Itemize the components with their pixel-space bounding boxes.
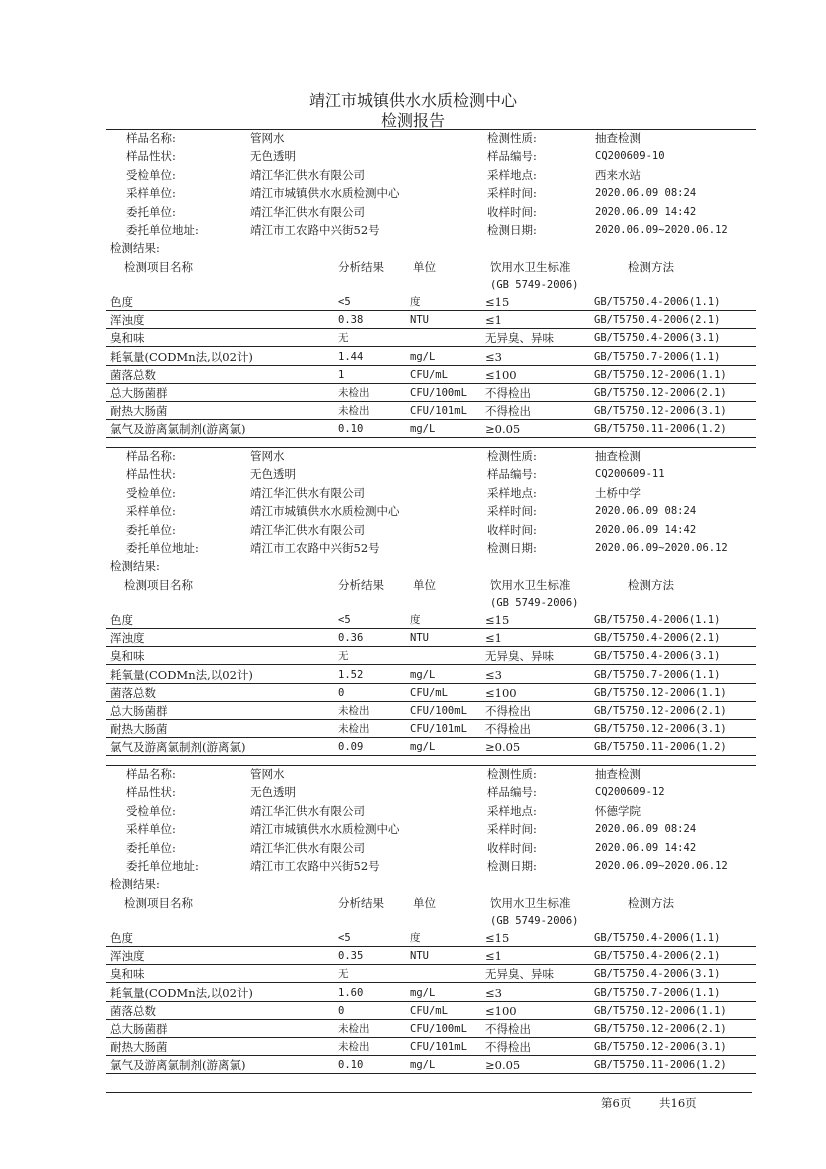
row-method: GB/T5750.12-2006(1.1) <box>594 1004 727 1017</box>
row-unit: mg/L <box>410 986 436 999</box>
label-sample-nature: 样品性状: <box>126 785 176 800</box>
inspected-unit-value: 靖江华汇供水有限公司 <box>250 803 365 818</box>
row-method: GB/T5750.4-2006(1.1) <box>594 614 721 626</box>
col-header-standard: 饮用水卫生标准 <box>490 260 571 274</box>
label-client-address: 委托单位地址: <box>126 859 199 873</box>
report-doc-title: 检测报告 <box>380 111 445 130</box>
row-item: 氯气及游离氯制剂(游离氯) <box>110 1058 246 1073</box>
row-method: GB/T5750.11-2006(1.2) <box>594 741 727 754</box>
col-header-unit: 单位 <box>413 896 436 910</box>
total-pages: 共16页 <box>659 1096 697 1110</box>
row-item: 臭和味 <box>110 649 145 664</box>
row-standard: 无异臭、异味 <box>485 967 554 982</box>
row-result: 0.10 <box>338 423 364 436</box>
row-item: 臭和味 <box>110 331 145 346</box>
row-rule <box>106 646 756 647</box>
label-sampling-unit: 采样单位: <box>126 504 176 519</box>
row-standard: ≥0.05 <box>485 740 521 755</box>
col-header-method: 检测方法 <box>628 896 674 910</box>
row-rule <box>106 755 756 756</box>
label-test-type: 检测性质: <box>487 767 537 781</box>
client-unit-value: 靖江华汇供水有限公司 <box>250 204 365 219</box>
row-method: GB/T5750.7-2006(1.1) <box>594 986 721 999</box>
col-header-unit: 单位 <box>413 578 436 592</box>
results-heading: 检测结果: <box>110 877 160 891</box>
row-rule <box>106 419 756 420</box>
row-standard: ≤1 <box>485 313 502 328</box>
row-item: 总大肠菌群 <box>110 704 168 718</box>
label-test-type: 检测性质: <box>487 449 537 463</box>
client-unit-value: 靖江华汇供水有限公司 <box>250 522 365 537</box>
test-date-value: 2020.06.09~2020.06.12 <box>595 542 728 554</box>
col-header-standard: 饮用水卫生标准 <box>490 896 571 910</box>
col-header-item: 检测项目名称 <box>124 578 193 592</box>
row-method: GB/T5750.7-2006(1.1) <box>594 350 721 363</box>
row-item: 耗氧量(CODMn法,以02计) <box>110 667 253 682</box>
label-client-address: 委托单位地址: <box>126 541 199 555</box>
row-unit: CFU/mL <box>410 686 448 699</box>
row-item: 总大肠菌群 <box>110 386 168 400</box>
row-item: 浑浊度 <box>110 949 145 964</box>
row-result: 无 <box>338 968 349 981</box>
label-sampling-unit: 采样单位: <box>126 186 176 201</box>
label-sample-name: 样品名称: <box>126 131 176 145</box>
row-rule <box>106 365 756 366</box>
row-rule <box>106 401 756 402</box>
row-standard: ≤15 <box>485 613 510 627</box>
sampling-unit-value: 靖江市城镇供水水质检测中心 <box>250 186 400 201</box>
sampling-unit-value: 靖江市城镇供水水质检测中心 <box>250 822 400 837</box>
row-rule <box>106 437 756 438</box>
client-unit-value: 靖江华汇供水有限公司 <box>250 840 365 855</box>
row-standard: ≥0.05 <box>485 422 521 437</box>
sample-top-rule <box>106 447 756 448</box>
row-item: 氯气及游离氯制剂(游离氯) <box>110 422 246 437</box>
row-standard: 无异臭、异味 <box>485 649 554 664</box>
row-method: GB/T5750.4-2006(2.1) <box>594 632 721 645</box>
row-method: GB/T5750.12-2006(3.1) <box>594 723 727 736</box>
sample-name-value: 管网水 <box>250 767 285 781</box>
row-result: 0 <box>338 1004 345 1017</box>
sample-nature-value: 无色透明 <box>250 149 296 164</box>
row-result: 1.60 <box>338 986 364 999</box>
row-unit: CFU/mL <box>410 368 448 381</box>
sample-no-value: CQ200609-11 <box>595 468 665 481</box>
sample-nature-value: 无色透明 <box>250 785 296 800</box>
receive-time-value: 2020.06.09 14:42 <box>595 523 697 536</box>
row-result: 无 <box>338 332 349 345</box>
sample-top-rule <box>106 129 756 130</box>
label-inspected-unit: 受检单位: <box>126 485 176 500</box>
inspected-unit-value: 靖江华汇供水有限公司 <box>250 167 365 182</box>
row-unit: CFU/101mL <box>410 405 467 418</box>
label-sample-no: 样品编号: <box>487 467 537 482</box>
row-result: <5 <box>338 932 351 944</box>
row-standard: 不得检出 <box>485 1040 531 1055</box>
row-rule <box>106 628 756 629</box>
label-sampling-unit: 采样单位: <box>126 822 176 837</box>
label-sample-nature: 样品性状: <box>126 149 176 164</box>
row-standard: ≤3 <box>485 349 502 364</box>
row-unit: 度 <box>410 614 421 626</box>
sampling-time-value: 2020.06.09 08:24 <box>595 187 697 200</box>
test-type-value: 抽查检测 <box>595 767 641 781</box>
sample-name-value: 管网水 <box>250 449 285 463</box>
label-sample-name: 样品名称: <box>126 449 176 463</box>
row-standard: ≤100 <box>485 1003 517 1018</box>
label-sample-no: 样品编号: <box>487 149 537 164</box>
client-address-value: 靖江市工农路中兴街52号 <box>250 541 380 555</box>
row-rule <box>106 737 756 738</box>
label-sample-nature: 样品性状: <box>126 467 176 482</box>
footer-rule <box>106 1092 752 1093</box>
row-unit: mg/L <box>410 668 436 681</box>
label-test-date: 检测日期: <box>487 541 537 555</box>
row-result: 未检出 <box>338 1041 370 1054</box>
row-standard: ≤1 <box>485 949 502 964</box>
row-method: GB/T5750.11-2006(1.2) <box>594 423 727 436</box>
row-item: 菌落总数 <box>110 367 156 382</box>
sampling-time-value: 2020.06.09 08:24 <box>595 505 697 518</box>
sampling-time-value: 2020.06.09 08:24 <box>595 823 697 836</box>
label-sampling-time: 采样时间: <box>487 504 537 519</box>
label-inspected-unit: 受检单位: <box>126 167 176 182</box>
col-header-standard: 饮用水卫生标准 <box>490 578 571 592</box>
row-standard: ≤1 <box>485 631 502 646</box>
report-org-title: 靖江市城镇供水水质检测中心 <box>308 91 517 110</box>
results-heading: 检测结果: <box>110 559 160 573</box>
label-test-type: 检测性质: <box>487 131 537 145</box>
sampling-site-value: 土桥中学 <box>595 485 641 500</box>
row-result: 1.52 <box>338 668 364 681</box>
sample-nature-value: 无色透明 <box>250 467 296 482</box>
row-unit: CFU/100mL <box>410 705 467 717</box>
row-rule <box>106 1073 756 1074</box>
row-rule <box>106 1055 756 1056</box>
row-unit: CFU/101mL <box>410 723 467 736</box>
sampling-unit-value: 靖江市城镇供水水质检测中心 <box>250 504 400 519</box>
label-sampling-time: 采样时间: <box>487 822 537 837</box>
col-header-method: 检测方法 <box>628 260 674 274</box>
row-method: GB/T5750.12-2006(2.1) <box>594 1023 727 1035</box>
row-method: GB/T5750.12-2006(1.1) <box>594 368 727 381</box>
row-item: 耐热大肠菌 <box>110 404 168 419</box>
row-standard: 不得检出 <box>485 722 531 737</box>
row-result: 0 <box>338 686 345 699</box>
label-sampling-site: 采样地点: <box>487 803 537 818</box>
row-method: GB/T5750.12-2006(3.1) <box>594 1041 727 1054</box>
row-rule <box>106 1037 756 1038</box>
row-unit: NTU <box>410 632 429 645</box>
receive-time-value: 2020.06.09 14:42 <box>595 205 697 218</box>
row-method: GB/T5750.12-2006(2.1) <box>594 387 727 399</box>
sampling-site-value: 西来水站 <box>595 167 641 182</box>
row-unit: CFU/101mL <box>410 1041 467 1054</box>
test-type-value: 抽查检测 <box>595 449 641 463</box>
row-result: 未检出 <box>338 723 370 736</box>
row-unit: CFU/mL <box>410 1004 448 1017</box>
col-header-standard-code: (GB 5749-2006) <box>490 915 579 927</box>
row-method: GB/T5750.4-2006(1.1) <box>594 296 721 308</box>
row-item: 色度 <box>110 931 133 945</box>
label-receive-time: 收样时间: <box>487 204 537 219</box>
row-standard: ≤100 <box>485 367 517 382</box>
row-item: 耗氧量(CODMn法,以02计) <box>110 985 253 1000</box>
row-result: <5 <box>338 614 351 626</box>
row-rule <box>106 964 756 965</box>
sampling-site-value: 怀德学院 <box>595 803 641 818</box>
row-standard: 不得检出 <box>485 404 531 419</box>
label-receive-time: 收样时间: <box>487 840 537 855</box>
label-test-date: 检测日期: <box>487 223 537 237</box>
row-standard: 不得检出 <box>485 1022 531 1036</box>
sample-name-value: 管网水 <box>250 131 285 145</box>
row-item: 耗氧量(CODMn法,以02计) <box>110 349 253 364</box>
row-rule <box>106 683 756 684</box>
row-method: GB/T5750.12-2006(3.1) <box>594 405 727 418</box>
row-unit: CFU/100mL <box>410 387 467 399</box>
row-rule <box>106 1019 756 1020</box>
row-rule <box>106 982 756 983</box>
label-client-unit: 委托单位: <box>126 840 176 855</box>
row-item: 菌落总数 <box>110 1003 156 1018</box>
row-result: 1.44 <box>338 350 364 363</box>
col-header-item: 检测项目名称 <box>124 896 193 910</box>
row-unit: mg/L <box>410 1059 436 1072</box>
row-rule <box>106 701 756 702</box>
label-sampling-site: 采样地点: <box>487 485 537 500</box>
test-date-value: 2020.06.09~2020.06.12 <box>595 860 728 872</box>
row-result: 0.35 <box>338 950 364 963</box>
row-rule <box>106 664 756 665</box>
client-address-value: 靖江市工农路中兴街52号 <box>250 859 380 873</box>
row-method: GB/T5750.4-2006(2.1) <box>594 314 721 327</box>
row-unit: mg/L <box>410 423 436 436</box>
row-method: GB/T5750.12-2006(2.1) <box>594 705 727 717</box>
row-standard: ≤15 <box>485 295 510 309</box>
row-item: 色度 <box>110 613 133 627</box>
row-result: 未检出 <box>338 705 370 717</box>
row-method: GB/T5750.4-2006(3.1) <box>594 332 721 345</box>
row-item: 耐热大肠菌 <box>110 722 168 737</box>
row-standard: ≤3 <box>485 985 502 1000</box>
row-method: GB/T5750.4-2006(3.1) <box>594 968 721 981</box>
label-client-unit: 委托单位: <box>126 204 176 219</box>
col-header-result: 分析结果 <box>338 896 384 910</box>
row-standard: 不得检出 <box>485 704 531 718</box>
row-result: 0.38 <box>338 314 364 327</box>
client-address-value: 靖江市工农路中兴街52号 <box>250 223 380 237</box>
row-standard: ≤3 <box>485 667 502 682</box>
label-sampling-time: 采样时间: <box>487 186 537 201</box>
row-method: GB/T5750.7-2006(1.1) <box>594 668 721 681</box>
row-standard: ≥0.05 <box>485 1058 521 1073</box>
row-unit: CFU/100mL <box>410 1023 467 1035</box>
col-header-item: 检测项目名称 <box>124 260 193 274</box>
col-header-standard-code: (GB 5749-2006) <box>490 279 579 291</box>
row-result: <5 <box>338 296 351 308</box>
test-date-value: 2020.06.09~2020.06.12 <box>595 224 728 236</box>
label-test-date: 检测日期: <box>487 859 537 873</box>
row-standard: 无异臭、异味 <box>485 331 554 346</box>
label-receive-time: 收样时间: <box>487 522 537 537</box>
col-header-method: 检测方法 <box>628 578 674 592</box>
row-result: 0.10 <box>338 1059 364 1072</box>
label-sample-no: 样品编号: <box>487 785 537 800</box>
row-result: 未检出 <box>338 1023 370 1035</box>
row-standard: ≤100 <box>485 685 517 700</box>
row-unit: 度 <box>410 296 421 308</box>
row-method: GB/T5750.12-2006(1.1) <box>594 686 727 699</box>
row-rule <box>106 383 756 384</box>
row-result: 0.36 <box>338 632 364 645</box>
row-result: 0.09 <box>338 741 364 754</box>
row-result: 无 <box>338 650 349 663</box>
inspected-unit-value: 靖江华汇供水有限公司 <box>250 485 365 500</box>
page-number: 第6页 <box>601 1096 632 1110</box>
col-header-result: 分析结果 <box>338 260 384 274</box>
row-result: 未检出 <box>338 405 370 418</box>
row-rule <box>106 328 756 329</box>
row-unit: NTU <box>410 950 429 963</box>
row-item: 耐热大肠菌 <box>110 1040 168 1055</box>
col-header-result: 分析结果 <box>338 578 384 592</box>
row-rule <box>106 1001 756 1002</box>
row-unit: mg/L <box>410 741 436 754</box>
row-item: 臭和味 <box>110 967 145 982</box>
row-rule <box>106 946 756 947</box>
label-sampling-site: 采样地点: <box>487 167 537 182</box>
row-unit: 度 <box>410 932 421 944</box>
row-item: 浑浊度 <box>110 631 145 646</box>
row-item: 浑浊度 <box>110 313 145 328</box>
row-standard: 不得检出 <box>485 386 531 400</box>
results-heading: 检测结果: <box>110 241 160 255</box>
test-type-value: 抽查检测 <box>595 131 641 145</box>
row-standard: ≤15 <box>485 931 510 945</box>
row-item: 菌落总数 <box>110 685 156 700</box>
label-client-unit: 委托单位: <box>126 522 176 537</box>
row-result: 未检出 <box>338 387 370 399</box>
label-client-address: 委托单位地址: <box>126 223 199 237</box>
sample-no-value: CQ200609-10 <box>595 150 665 163</box>
sample-top-rule <box>106 765 756 766</box>
col-header-standard-code: (GB 5749-2006) <box>490 597 579 609</box>
row-method: GB/T5750.4-2006(1.1) <box>594 932 721 944</box>
row-method: GB/T5750.4-2006(3.1) <box>594 650 721 663</box>
sample-no-value: CQ200609-12 <box>595 786 665 799</box>
col-header-unit: 单位 <box>413 260 436 274</box>
row-item: 总大肠菌群 <box>110 1022 168 1036</box>
receive-time-value: 2020.06.09 14:42 <box>595 841 697 854</box>
row-unit: mg/L <box>410 350 436 363</box>
row-rule <box>106 346 756 347</box>
row-method: GB/T5750.11-2006(1.2) <box>594 1059 727 1072</box>
row-rule <box>106 719 756 720</box>
row-method: GB/T5750.4-2006(2.1) <box>594 950 721 963</box>
row-result: 1 <box>338 368 345 381</box>
row-unit: NTU <box>410 314 429 327</box>
row-item: 氯气及游离氯制剂(游离氯) <box>110 740 246 755</box>
row-item: 色度 <box>110 295 133 309</box>
row-rule <box>106 310 756 311</box>
label-sample-name: 样品名称: <box>126 767 176 781</box>
label-inspected-unit: 受检单位: <box>126 803 176 818</box>
